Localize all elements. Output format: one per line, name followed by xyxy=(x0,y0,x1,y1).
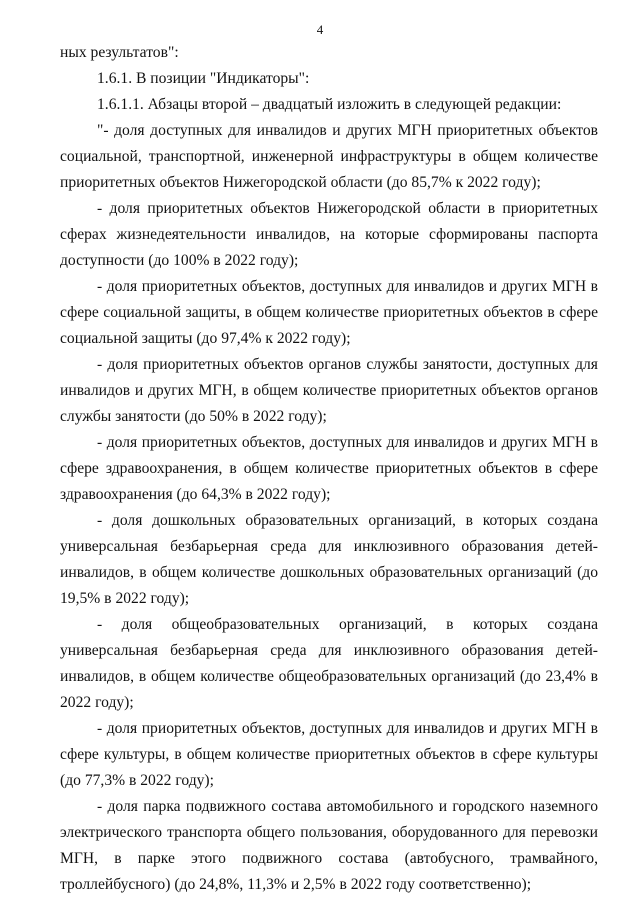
paragraph-continuation: ных результатов": xyxy=(60,44,179,61)
paragraph-section-heading: 1.6.1. В позиции "Индикаторы": xyxy=(97,70,310,87)
paragraph-subsection-heading: 1.6.1.1. Абзацы второй – двадцатый изложить в следующей редакции: xyxy=(97,96,562,113)
paragraph-indicator: - доля приоритетных объектов, доступных для инвалидов и других МГН в сфере культуры, в общем количестве приоритетных объектов в сфере культуры (до 77,3% в 2022 году); xyxy=(60,720,598,789)
paragraph-indicator: - доля дошкольных образовательных организаций, в которых создана универсальная безбарьерная среда для инклюзивного образования детей-инвалидов, в общем количестве дошкольных образовательных организаций (до 19,5% в 2022 году); xyxy=(60,512,598,607)
paragraph-indicator: - доля приоритетных объектов, доступных для инвалидов и других МГН в сфере социальной защиты, в общем количестве приоритетных объектов в сфере социальной защиты (до 97,4% к 2022 году); xyxy=(60,278,598,347)
page-number: 4 xyxy=(316,22,324,37)
paragraph-indicator: "- доля доступных для инвалидов и других МГН приоритетных объектов социальной, транспортной, инженерной инфраструктуры в общем количестве приоритетных объектов Нижегородской области (до 85,7% к 2022 году); xyxy=(60,122,598,191)
paragraph-indicator: - доля общеобразовательных организаций, в которых создана универсальная безбарьерная среда для инклюзивного образования детей-инвалидов, в общем количестве общеобразовательных организаций (до 23,4% в 2022 году); xyxy=(60,616,598,711)
paragraph-indicator: - доля приоритетных объектов Нижегородской области в приоритетных сферах жизнедеятельности инвалидов, на которые сформированы паспорта доступности (до 100% в 2022 году); xyxy=(60,200,598,269)
document-body xyxy=(60,40,598,898)
paragraph-indicator: - доля парка подвижного состава автомобильного и городского наземного электрического транспорта общего пользования, оборудованного для перевозки МГН, в парке этого подвижного состава (автобусного, трамвайного, троллейбусного) (до 24,8%, 11,3% и 2,5% в 2022 году соответственно); xyxy=(60,798,598,893)
paragraph-indicator: - доля приоритетных объектов, доступных для инвалидов и других МГН в сфере здравоохранения, в общем количестве приоритетных объектов в сфере здравоохранения (до 64,3% в 2022 году); xyxy=(60,434,598,503)
paragraph-indicator: - доля приоритетных объектов органов службы занятости, доступных для инвалидов и других МГН, в общем количестве приоритетных объектов органов службы занятости (до 50% в 2022 году); xyxy=(60,356,598,425)
